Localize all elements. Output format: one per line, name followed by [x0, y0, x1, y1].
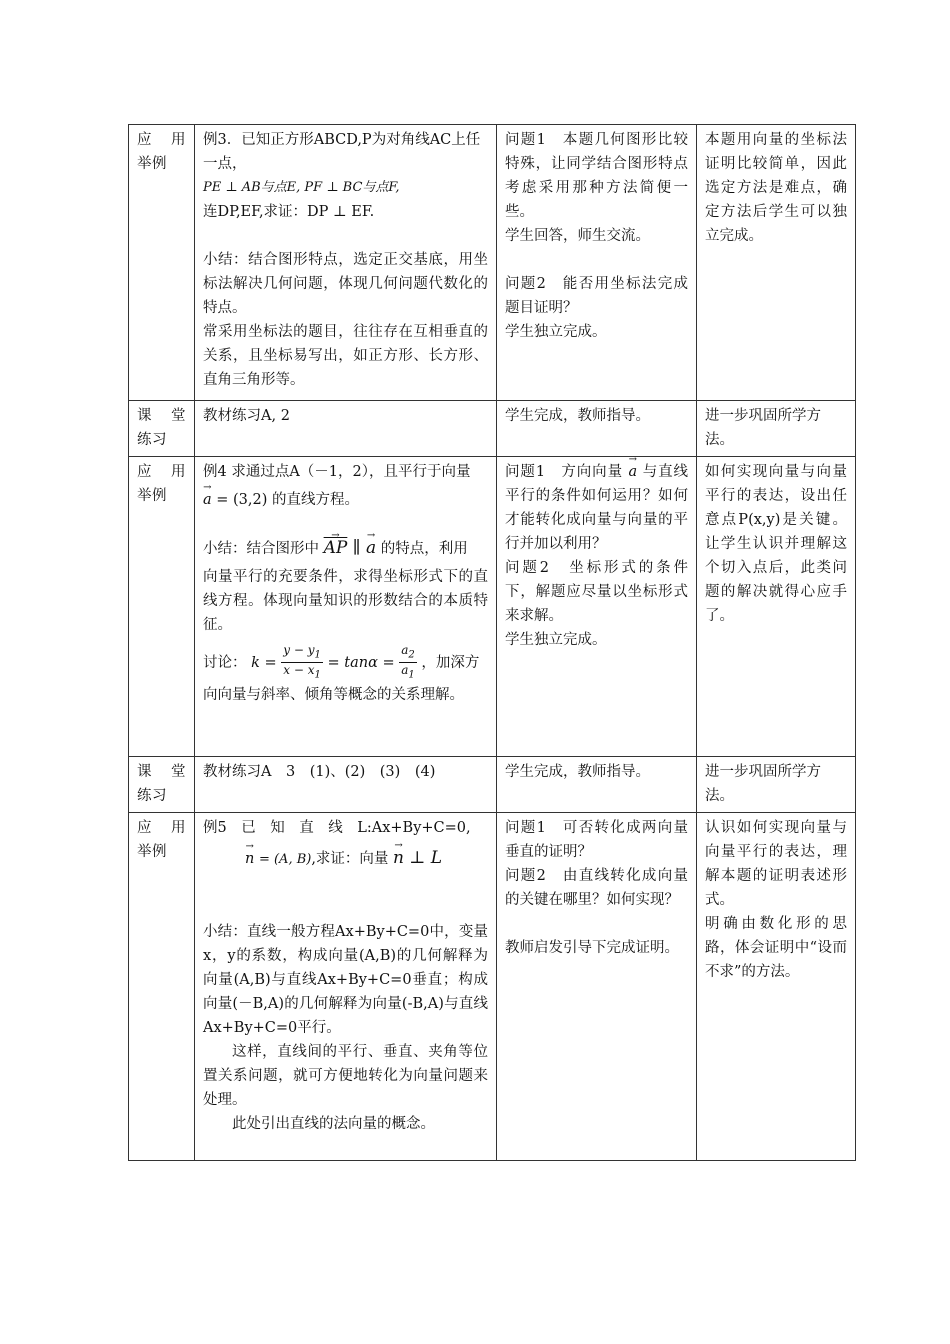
example-text: 例3．已知正方形ABCD,P为对角线AC上任一点， [203, 132, 481, 172]
vector-a-symbol: → a [629, 460, 638, 484]
row-label: 课 堂 练习 [129, 757, 195, 813]
design-intent-cell: 进一步巩固所学方法。 [697, 757, 856, 813]
vector-equation: → a = (3,2) 的直线方程。 [203, 488, 488, 512]
example-text: 例4 求通过点A（－1，2），且平行于向量 [203, 464, 471, 480]
student-activity-cell [497, 813, 697, 1161]
summary-line: 小结：结合图形中 → $\overline{AP}$ ∥ → a 的特点，利用 [203, 536, 488, 561]
question-1: 问题1 可否转化成两向量垂直的证明？ [505, 820, 688, 860]
table-row [129, 813, 856, 1161]
intent-text: 如何实现向量与向量平行的表达，设出任意点P(x,y)是关键。让学生认识并理解这个切入点后，此类问题的解决就得心应手了。 [705, 464, 847, 624]
student-activity-cell [497, 457, 697, 757]
n-perp-l-formula: → n ⊥ L [393, 848, 442, 868]
row-label: 应 用 举例 [129, 125, 195, 401]
student-activity-cell [497, 125, 697, 401]
question-2: 问题2 由直线转化成向量的关键在哪里？如何实现？ [505, 868, 688, 908]
prove-text: 连DP,EF,求证：DP ⊥ EF. [203, 204, 375, 220]
content-cell [195, 125, 497, 401]
prove-line: → n = (A, B),求证：向量 → n ⊥ L [203, 846, 488, 872]
student-activity-cell: 学生完成，教师指导。 [497, 757, 697, 813]
intent-text-1: 认识如何实现向量与向量平行的表达，理解本题的证明表述形式。 [705, 820, 847, 908]
table-row [129, 125, 856, 401]
vector-n-symbol: → n [245, 847, 254, 871]
summary-text: 小结：结合图形特点，选定正交基底，用坐标法解决几何问题，体现几何问题代数化的特点。 [203, 252, 488, 316]
question-1: 问题1 本题几何图形比较特殊，让同学结合图形特点考虑采用那种方法简便一些。 [505, 132, 688, 220]
design-intent-cell [697, 125, 856, 401]
summary-text: 向量平行的充要条件，求得坐标形式下的直线方程。体现向量知识的形数结合的本质特征。 [203, 569, 488, 633]
lesson-plan-table [128, 124, 856, 1161]
ap-parallel-a-formula: → $\overline{AP}$ ∥ → a [324, 538, 377, 558]
row-label: 应 用 举例 [129, 813, 195, 1161]
design-intent-cell [697, 457, 856, 757]
condition-formula: PE ⊥ AB与点E, PF ⊥ BC与点F, [203, 180, 400, 195]
slope-formula: k = $\frac{y - y_1}{x - x_1}$ = tanα = $\frac{a_2}{a_1}$ [251, 643, 415, 681]
teacher-guidance: 教师启发引导下完成证明。 [505, 940, 679, 956]
answer-1: 学生回答，师生交流。 [505, 228, 650, 244]
content-cell: 教材练习A, 2 [195, 401, 497, 457]
paragraph-2: 这样，直线间的平行、垂直、夹角等位置关系问题，就可方便地转化为向量问题来处理。 [203, 1044, 488, 1108]
design-intent-cell: 进一步巩固所学方法。 [697, 401, 856, 457]
table-row [129, 457, 856, 757]
vector-a-symbol: → a [203, 488, 212, 512]
question-2: 问题2 坐标形式的条件下，解题应尽量以坐标形式来求解。 [505, 560, 688, 624]
summary-text: 小结：直线一般方程Ax+By+C=0中，变量x，y的系数，构成向量(A,B)的几何解释为向量(A,B)与直线Ax+By+C=0垂直；构成向量(－B,A)的几何解释为向量(-B,A)与直线Ax+By+C=0平行。 [203, 924, 488, 1036]
answer-2: 学生独立完成。 [505, 324, 607, 340]
question-2: 问题2 能否用坐标法完成题目证明？ [505, 276, 688, 316]
content-cell: 教材练习A 3 (1)、(2) (3) (4) [195, 757, 497, 813]
question-1: 问题1 方向向量 → a 与直线平行的条件如何运用？如何才能转化成向量与向量的平行并加以利用？ [505, 460, 688, 556]
table-row [129, 757, 856, 813]
example-text: 例5 已 知 直 线 L:Ax+By+C=0, [203, 820, 471, 836]
table-row [129, 401, 856, 457]
note-text: 常采用坐标法的题目，往往存在互相垂直的关系，且坐标易写出，如正方形、长方形、直角三角形等。 [203, 324, 488, 388]
row-label: 应 用 举例 [129, 457, 195, 757]
discussion-line: 讨论： k = $\frac{y - y_1}{x - x_1}$ = tanα = $\frac{a_2}{a_1}$ ，加深方向向量与斜率、倾角等概念的关系理解。 [203, 643, 480, 703]
content-cell [195, 813, 497, 1161]
design-intent-cell [697, 813, 856, 1161]
row-label: 课 堂 练习 [129, 401, 195, 457]
student-activity-cell: 学生完成，教师指导。 [497, 401, 697, 457]
content-cell [195, 457, 497, 757]
intent-text-2: 明确由数化形的思路，体会证明中“设而不求”的方法。 [705, 916, 847, 980]
answer-2: 学生独立完成。 [505, 632, 607, 648]
paragraph-3: 此处引出直线的法向量的概念。 [232, 1116, 435, 1132]
intent-text: 本题用向量的坐标法证明比较简单，因此选定方法是难点，确定方法后学生可以独立完成。 [705, 132, 847, 244]
